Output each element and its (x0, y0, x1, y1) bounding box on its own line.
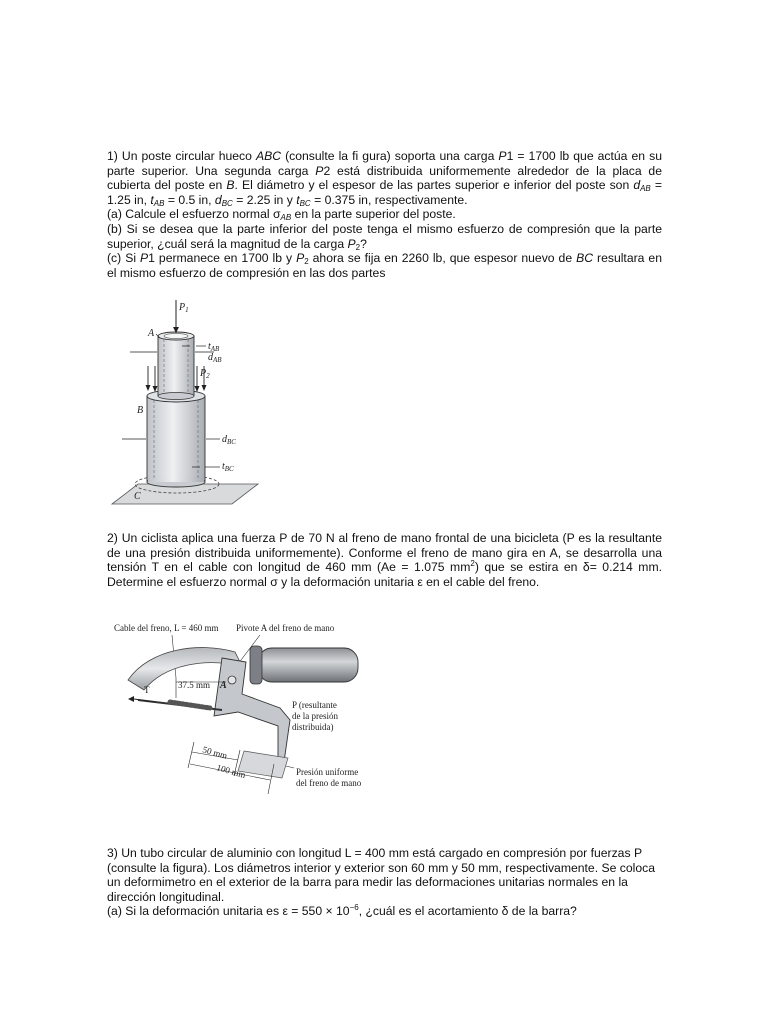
svg-text:tBC: $t_{BC}$ (222, 461, 234, 473)
svg-text:dBC: $d_{BC}$ (222, 434, 236, 446)
problem-3-text (107, 846, 662, 919)
svg-text:C: C (134, 491, 141, 502)
svg-text:tAB: $t_{AB}$ (208, 341, 220, 353)
svg-text:37.5 mm: 37.5 mm (178, 680, 211, 690)
svg-text:del freno de mano: del freno de mano (296, 778, 362, 788)
svg-text:P1: $P_1$ (179, 302, 189, 314)
svg-text:Cable del freno, L = 460 mm: Cable del freno, L = 460 mm (114, 623, 219, 633)
pivot-a (228, 676, 236, 684)
hollow-post-figure (110, 296, 260, 510)
problem-1-part-b: (b) Si se desea que la parte inferior del poste tenga el mismo esfuerzo de compresión que la parte superior, ¿cuál será la magnitud de la carga $P_2$? (107, 221, 662, 252)
svg-text:P2: $P_2$ (200, 368, 210, 380)
svg-text:B: B (137, 405, 144, 416)
svg-text:T: T (144, 685, 150, 695)
svg-text:Presión uniforme: Presión uniforme (296, 767, 359, 777)
problem-1-intro: 1) Un poste circular hueco ABC (consulte la fi gura) soporta una carga P1 = 1700 lb que actúa en su parte superior. Una segunda carga P2 está distribuida uniformemente alrededor de la placa de cubierta del poste en B. El diámetro y el espesor de las partes superior e inferior del poste son $d_{AB} = 1.25$ in, $t_{AB} = 0.5$ in, $d_{BC} = 2.25$ in y $t_{BC} = 0.375$ in, respectivamente. (107, 149, 662, 208)
problem-3-body: 3) Un tubo circular de aluminio con longitud L = 400 mm está cargado en compresión por fuerzas P (consulte la figura). Los diámetros interior y exterior son 60 mm y 50 mm, respectivamente. Se coloca un deformimetro en el exterior de la barra para medir las deformaciones unitarias normales en la dirección longitudinal. (107, 846, 655, 904)
hand-brake-figure (110, 618, 370, 808)
svg-text:P (resultante: P (resultante (292, 700, 337, 710)
svg-text:distribuida): distribuida) (292, 722, 334, 732)
problem-2-text (107, 531, 662, 589)
problem-3-part-a: (a) Si la deformación unitaria es $\varepsilon = 550 \times 10^{-6}$, ¿cuál es el acortamiento δ de la barra? (107, 903, 577, 919)
problem-1-part-c: (c) Si P1 permanece en 1700 lb y $P_2$ ahora se fija en 2260 lb, que espesor nuevo de BC resultara en el mismo esfuerzo de compresión en las dos partes (107, 251, 662, 280)
svg-text:dAB: $d_{AB}$ (208, 352, 222, 364)
svg-text:A: A (220, 680, 227, 691)
svg-text:50 mm: 50 mm (201, 744, 229, 761)
upper-cylinder-ab (158, 336, 194, 396)
svg-text:100 mm: 100 mm (215, 762, 247, 781)
svg-text:A: A (148, 328, 155, 339)
handle-grip (258, 648, 358, 682)
problem-2-body: 2) Un ciclista aplica una fuerza P de 70 N al freno de mano frontal de una bicicleta (P es la resultante de una presión distribuida uniformemente). Conforme el freno de mano gira en A, se desarrolla una tensión T en el cable con longitud de 460 mm (Ae = 1.075 $mm^2$) que se estira en δ= 0.214 mm. Determine el esfuerzo normal σ y la deformación unitaria ε en el cable del freno. (107, 531, 662, 589)
svg-text:Pivote A del freno de mano: Pivote A del freno de mano (236, 623, 335, 633)
lower-cylinder-bc (147, 396, 205, 482)
svg-text:de la presión: de la presión (292, 711, 338, 721)
problem-1-part-a: (a) Calcule el esfuerzo normal $\sigma_{AB}$ en la parte superior del poste. (107, 207, 456, 223)
problem-1-text (107, 149, 662, 280)
